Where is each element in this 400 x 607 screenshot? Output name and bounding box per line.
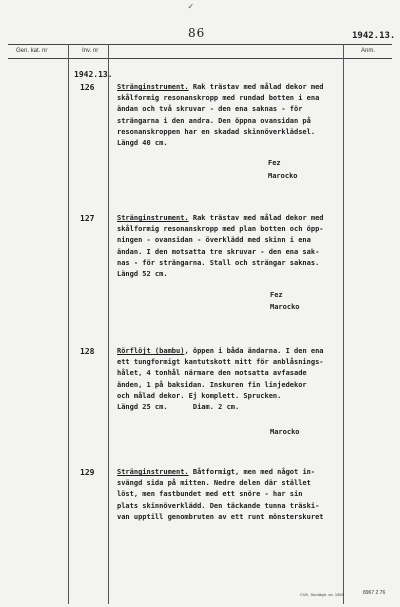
entry-127-line-4: ändan. I den motsatta tre skruvar - den ena sak- [117,247,320,256]
entry-127-line-1: Rak trästav med målad dekor med [188,214,324,222]
entry-128-origin-country: Marocko [270,428,300,436]
entry-128-line-5: och målad dekor. Ej komplett. Sprucken. [117,391,282,400]
column-rule-2 [108,44,109,604]
section-reference: 1942.13. [74,70,113,79]
entry-126-line-3: ändan och två skruvar - den ena saknas - för [117,105,303,114]
entry-129-title: Stränginstrument. [117,468,189,476]
entry-127-origin-country: Marocko [270,303,300,311]
entry-126-line-1: Rak trästav med målad dekor med [188,83,324,91]
entry-128-title: Rörflöjt (bambu) [117,347,185,355]
inv-nr-129: 129 [80,468,95,477]
entry-127-text [117,213,357,280]
entry-128-line-2: ett tungformigt kantutskott mitt för anblåsnings- [117,358,324,367]
entry-128-line-3: hålet, 4 tonhål närmare den motsatta avfasade [117,369,307,378]
entry-129-text [117,467,357,523]
entry-127-title: Stränginstrument. [117,214,189,222]
entry-129-line-2: svängd sida på mitten. Nedre delen där stället [117,479,311,488]
entry-126-line-4: strängarna i den andra. Den öppna ovansidan på [117,116,311,125]
inv-nr-127: 127 [80,214,95,223]
entry-126-origin-city: Fez [268,159,281,167]
col-header-anm: Anm. [361,48,376,54]
column-rule-1 [68,44,69,604]
entry-126-line-6: Längd 40 cm. [117,139,168,148]
inv-nr-126: 126 [80,83,95,92]
entry-126-text [117,82,357,149]
page-number: 86 [188,26,206,40]
entry-128-line-6: Längd 25 cm. Diam. 2 cm. [117,403,240,412]
header-reference: 1942.13. [352,31,396,41]
entry-128-text [117,346,357,413]
entry-129-line-5: van upptill genombruten av ett runt mönsterskuret [117,512,324,521]
printer-imprint: CVK. Sundbyb. ex. 1965 [300,592,344,597]
entry-126-line-5: resonanskroppen har en skadad skinnöverklädsel. [117,127,316,136]
entry-127-origin-city: Fez [270,291,283,299]
entry-129-line-1: Båtformigt, men med något in- [188,468,316,476]
entry-126-title: Stränginstrument. [117,83,189,91]
entry-126-origin-country: Marocko [268,172,298,180]
check-mark: ✓ [188,2,194,12]
entry-127-line-2: skålformig resonanskropp med plan botten och öpp- [117,225,324,234]
entry-127-line-5: nas - för strängarna. Stall och strängar saknas. [117,258,320,267]
header-bottom-rule [8,58,392,59]
entry-129-line-3: löst, men fastbundet med ett snöre - har sin [117,490,303,499]
col-header-gen-kat-nr: Gen. kat. nr [16,48,48,54]
entry-128-line-1: , öppen i båda ändarna. I den ena [184,347,324,355]
entry-129-line-4: plats skinnöverklädd. Den täckande tunna träski- [117,501,320,510]
col-header-inv-nr: Inv. nr [82,48,99,54]
entry-126-line-2: skålformig resonanskropp med rundad botten i ena [117,94,320,103]
header-top-rule [8,44,392,45]
inv-nr-128: 128 [80,347,95,356]
entry-127-line-3: ningen - ovansidan - överklädd med skinn i ena [117,236,311,245]
entry-128-line-4: änden, 1 på baksidan. Inskuren fin linjedekor [117,380,307,389]
form-code: 8967 2 76 [363,590,386,596]
entry-127-line-6: Längd 52 cm. [117,270,168,279]
